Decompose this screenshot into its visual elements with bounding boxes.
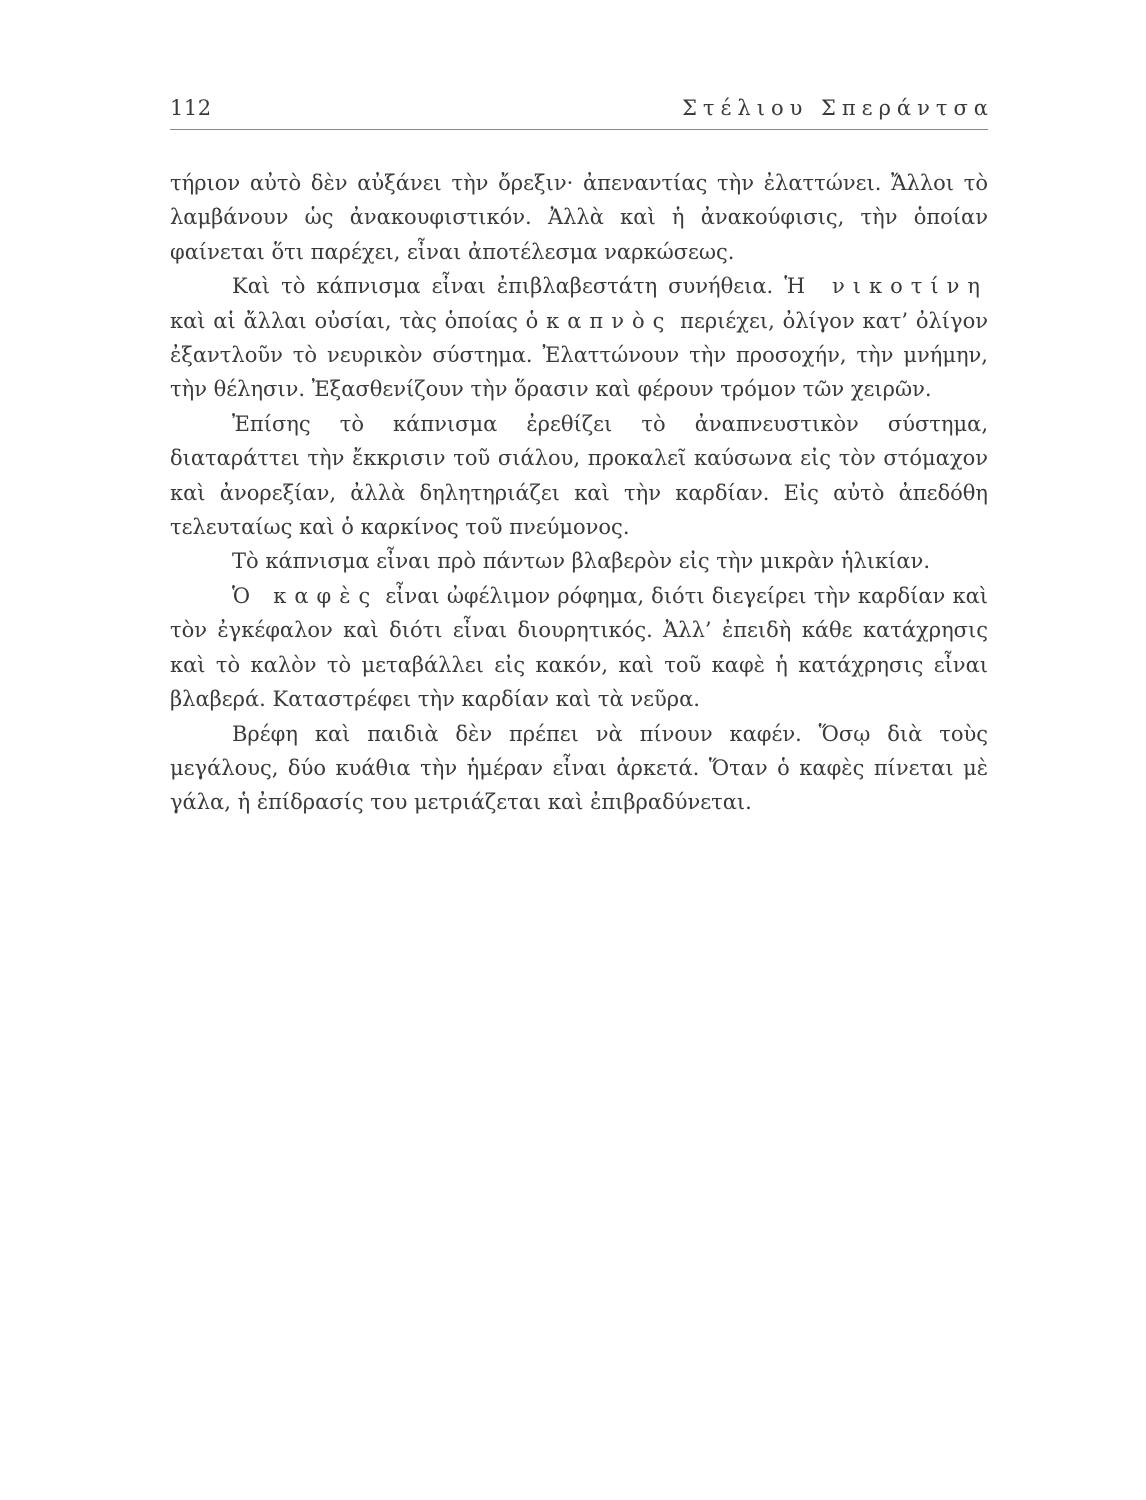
running-title: Στέλιου Σπεράντσα <box>682 96 994 120</box>
text-run: Καὶ τὸ κάπνισμα εἶναι ἐπιβλαβεστάτη συνήθεια. <box>232 274 785 299</box>
paragraph-respiratory: Ἐπίσης τὸ κάπνισμα ἐρεθίζει τὸ ἀναπνευστικὸν σύστημα, διαταράττει τὴν ἔκκρισιν τοῦ σιάλου, προκαλεῖ καύσωνα εἰς τὸν στόμαχον καὶ ἀνορεξίαν, ἀλλὰ δηλητηριάζει καὶ τὴν καρδίαν. Εἰς αὐτὸ ἀπεδόθη τελευταίως καὶ ὁ καρκίνος τοῦ πνεύμονος. <box>170 411 988 540</box>
paragraph-continuation: τήριον αὐτὸ δὲν αὐξάνει τὴν ὄρεξιν· ἀπεναντίας τὴν ἐλαττώνει. Ἄλλοι τὸ λαμβάνουν ὡς ἀνακουφιστικόν. Ἀλλὰ καὶ ἡ ἀνακούφισις, τὴν ὁποίαν φαίνεται ὅτι παρέχει, εἶναι ἀποτέλεσμα ναρκώσεως. <box>170 171 988 264</box>
book-page <box>170 0 994 1500</box>
paragraph-smoking <box>170 269 988 407</box>
page-number: 112 <box>170 96 212 120</box>
paragraph-young-age: Τὸ κάπνισμα εἶναι πρὸ πάντων βλαβερὸν εἰς τὴν μικρὰν ἡλικίαν. <box>232 549 930 574</box>
text-run: εἶναι ὠφέλιμον ρόφημα, διότι διεγείρει τὴν καρδίαν καὶ τὸν ἐγκέφαλον καὶ διότι εἶναι διουρητικός. Ἀλλ’ ἐπειδὴ κάθε κατάχρησις καὶ τὸ καλὸν τὸ μεταβάλλει εἰς κακόν, καὶ τοῦ καφὲ ἡ κατάχρησις εἶναι βλαβερά. Καταστρέφει τὴν καρδίαν καὶ τὰ νεῦρα. <box>170 583 988 712</box>
body-text <box>170 166 988 820</box>
emphasis-smoke: καπνὸς <box>546 308 673 333</box>
text-run: καὶ αἱ ἄλλαι οὐσίαι, τὰς ὁποίας ὁ <box>170 308 547 333</box>
header-rule <box>170 129 988 130</box>
running-head <box>170 96 994 126</box>
emphasis-nicotine: Ἡ νικοτίνη <box>784 274 988 299</box>
paragraph-infants: Βρέφη καὶ παιδιὰ δὲν πρέπει νὰ πίνουν καφέν. Ὅσῳ διὰ τοὺς μεγάλους, δύο κυάθια τὴν ἡμέραν εἶναι ἀρκετά. Ὅταν ὁ καφὲς πίνεται μὲ γάλα, ἡ ἐπίδρασίς του μετριάζεται καὶ ἐπιβραδύνεται. <box>170 721 988 815</box>
emphasis-coffee: Ὁ καφὲς <box>232 583 379 608</box>
paragraph-coffee <box>170 579 988 717</box>
text-run: περιέχει, ὀλίγον κατ’ ὀλίγον ἐξαντλοῦν τὸ νευρικὸν σύστημα. Ἐλαττώνουν τὴν προσοχήν, τὴν μνήμην, τὴν θέλησιν. Ἐξασθενίζουν τὴν ὅρασιν καὶ φέρουν τρόμον τῶν χειρῶν. <box>170 308 988 402</box>
